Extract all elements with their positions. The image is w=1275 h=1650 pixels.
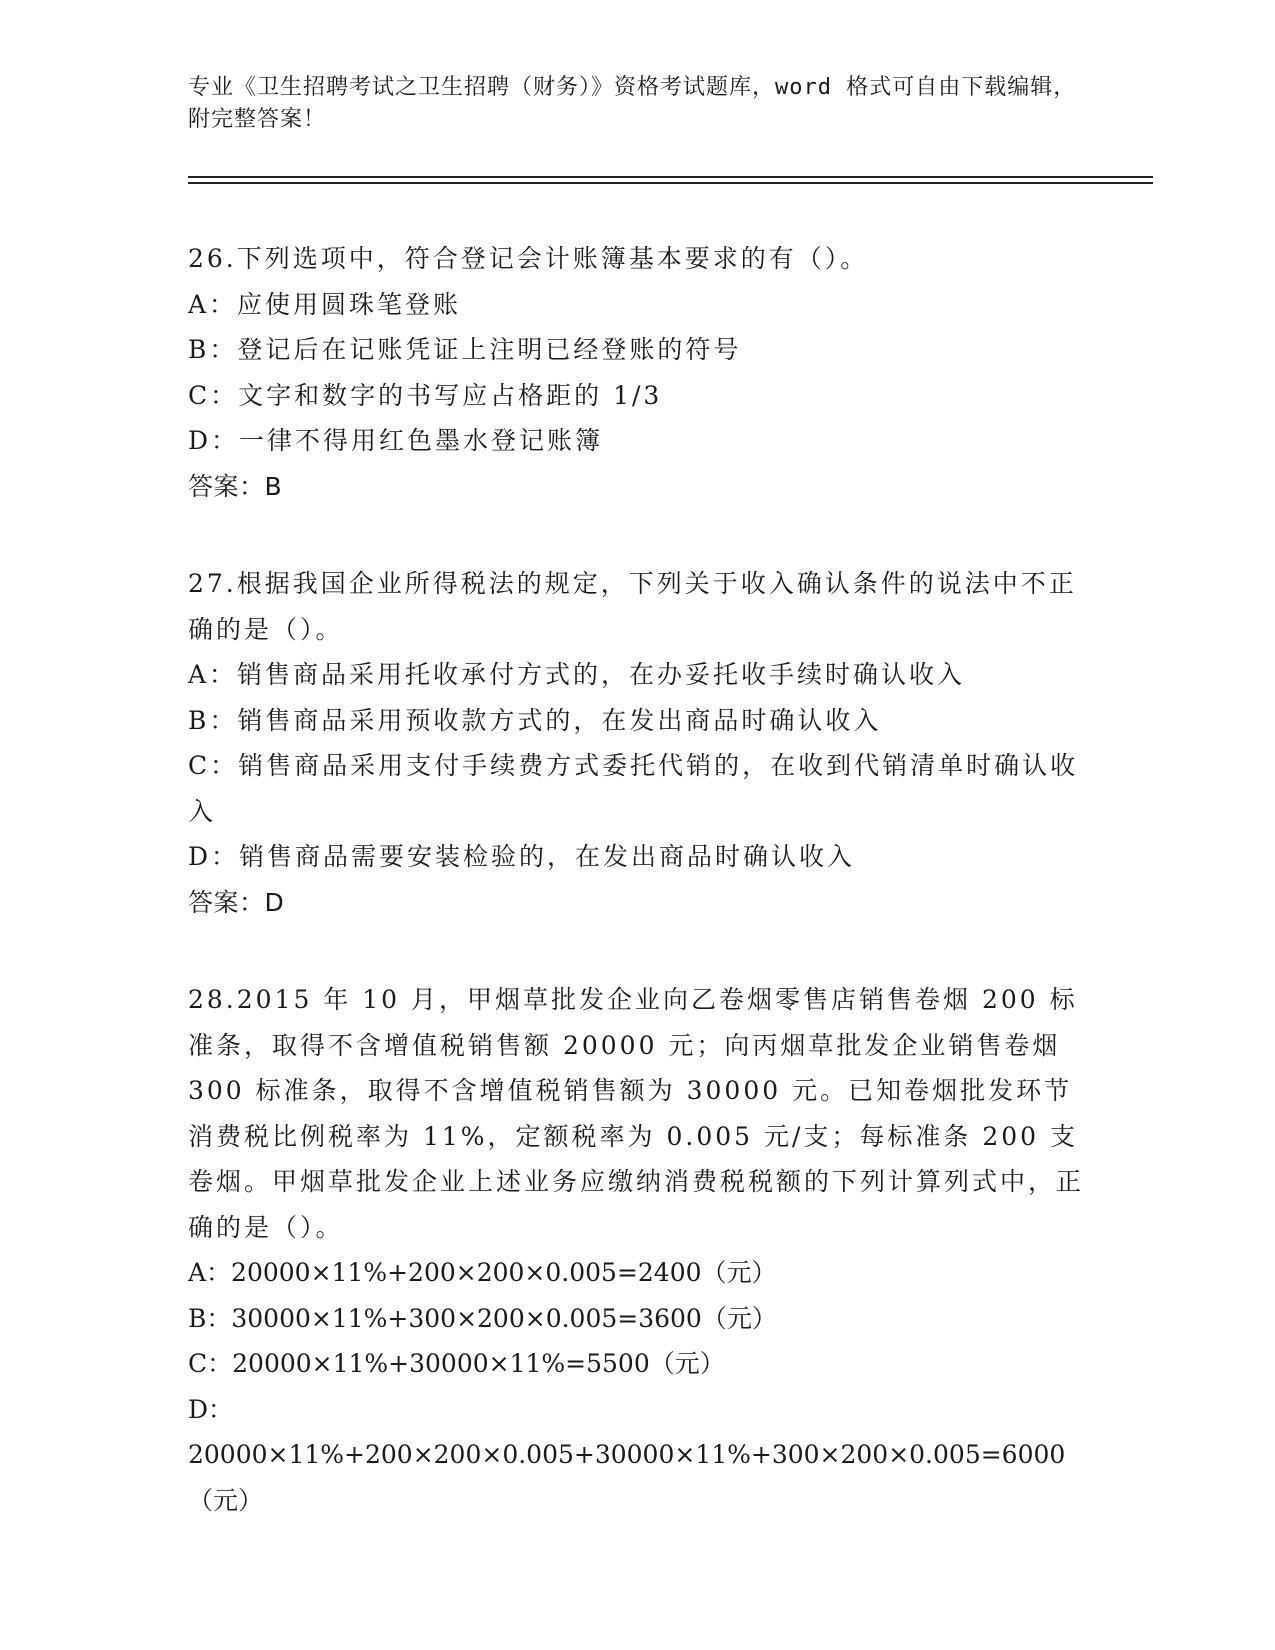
option-d: D：20000×11%+200×200×0.005+30000×11%+300×200×0.005=6000（元） bbox=[188, 1394, 1066, 1515]
option-a: A：20000×11%+200×200×0.005=2400（元） bbox=[188, 1258, 777, 1287]
option-d: D：一律不得用红色墨水登记账簿 bbox=[188, 426, 604, 455]
option-a: A：销售商品采用托收承付方式的，在办妥托收手续时确认收入 bbox=[188, 660, 966, 689]
option-b: B：销售商品采用预收款方式的，在发出商品时确认收入 bbox=[188, 705, 882, 735]
answer-line: 答案：D bbox=[188, 887, 285, 917]
answer-line: 答案：B bbox=[188, 471, 283, 501]
header-divider-top bbox=[188, 176, 1153, 178]
question-list bbox=[188, 236, 1088, 1575]
option-d: D：销售商品需要安装检验的，在发出商品时确认收入 bbox=[188, 842, 856, 871]
option-c: C：20000×11%+30000×11%=5500（元） bbox=[188, 1349, 725, 1378]
option-b: B：30000×11%+300×200×0.005=3600（元） bbox=[188, 1303, 777, 1333]
option-b: B：登记后在记账凭证上注明已经登账的符号 bbox=[188, 335, 742, 364]
question-stem: 27.根据我国企业所得税法的规定，下列关于收入确认条件的说法中不正确的是（）。 bbox=[188, 569, 1077, 644]
question-27 bbox=[188, 561, 1088, 925]
option-c: C：文字和数字的书写应占格距的 1/3 bbox=[188, 380, 663, 410]
option-a: A：应使用圆珠笔登账 bbox=[188, 289, 462, 319]
option-c: C：销售商品采用支付手续费方式委托代销的，在收到代销清单时确认收入 bbox=[188, 751, 1079, 826]
question-26 bbox=[188, 236, 1088, 509]
question-28 bbox=[188, 977, 1088, 1523]
question-stem: 28.2015 年 10 月，甲烟草批发企业向乙卷烟零售店销售卷烟 200 标准条，取得不含增值税销售额 20000 元；向丙烟草批发企业销售卷烟 300 标准条，取得不含增值税销售额为 30000 元。已知卷烟批发环节消费税比例税率为 11%，定额税率为 0.005 元/支；每标准条 200 支卷烟。甲烟草批发企业上述业务应缴纳消费税税额的下列计算列式中，正确的是（）。 bbox=[188, 985, 1085, 1242]
header-divider-bottom bbox=[188, 182, 1153, 184]
question-stem: 26.下列选项中，符合登记会计账簿基本要求的有（）。 bbox=[188, 244, 869, 273]
document-header: 专业《卫生招聘考试之卫生招聘（财务）》资格考试题库，word 格式可自由下载编辑，附完整答案！ bbox=[188, 75, 1077, 132]
